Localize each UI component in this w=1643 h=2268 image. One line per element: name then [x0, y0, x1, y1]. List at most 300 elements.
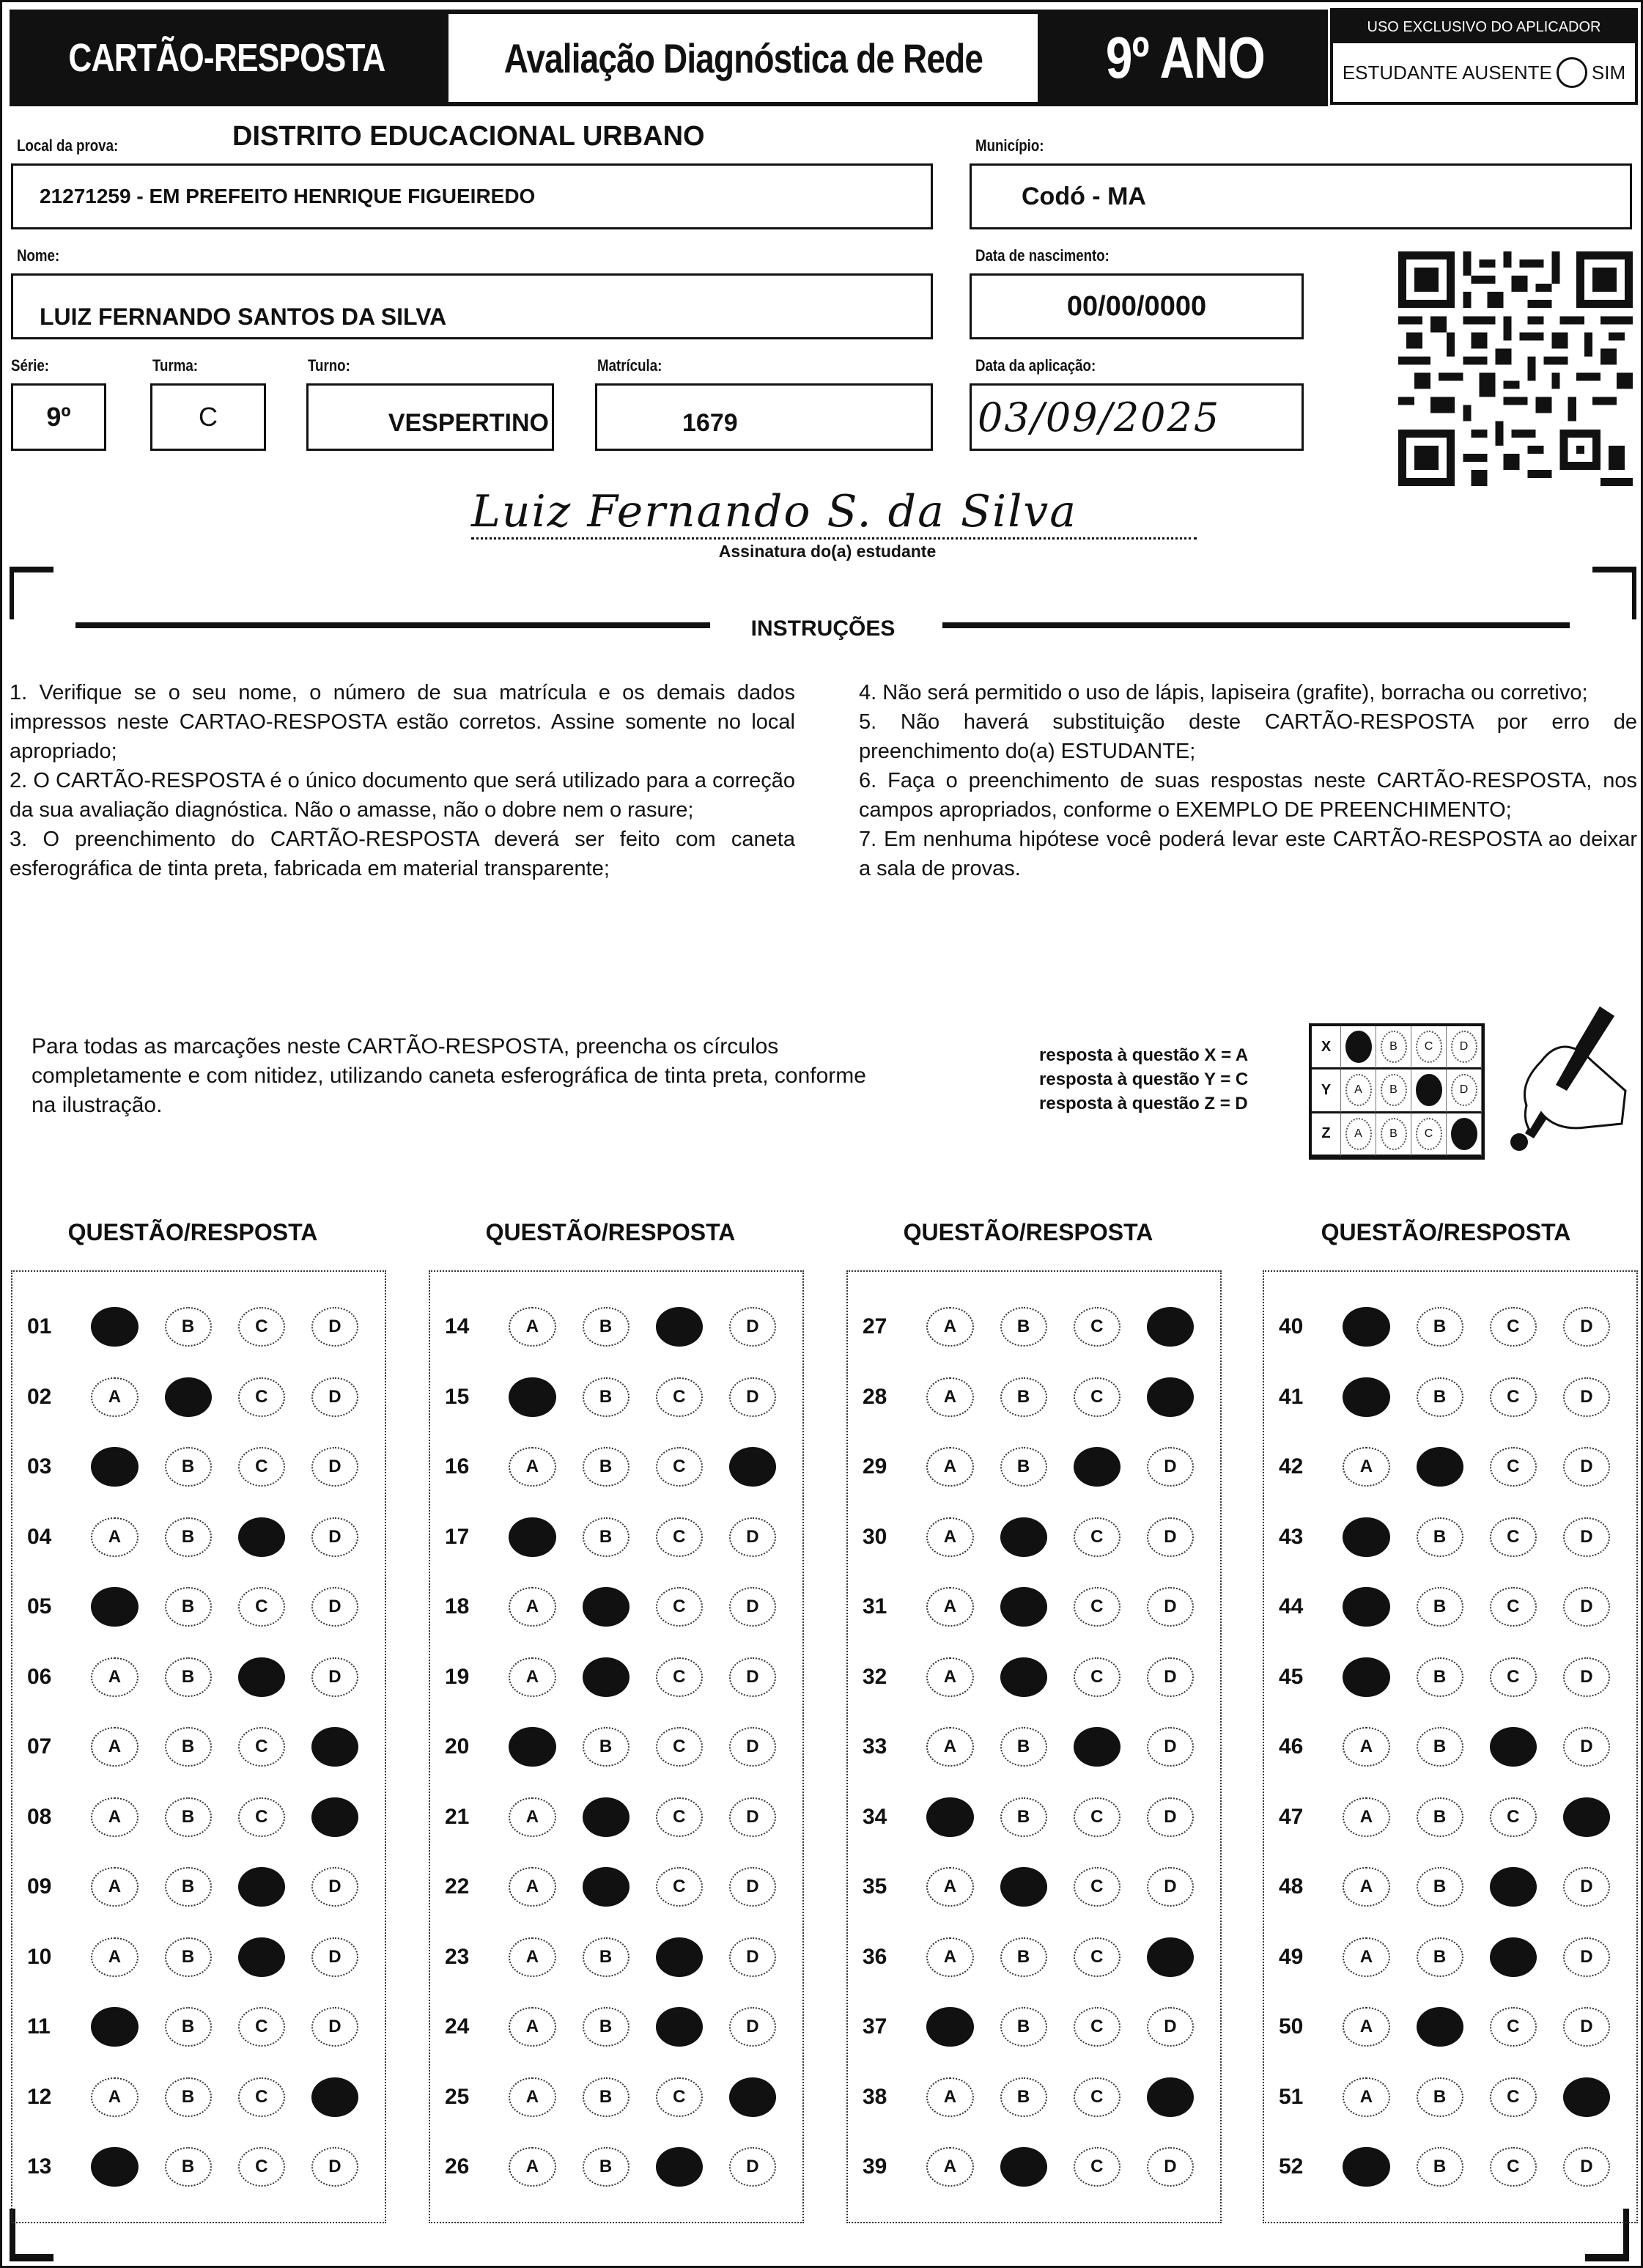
question-row — [430, 1652, 802, 1703]
answer-bubble-d[interactable]: D — [311, 1377, 358, 1417]
answer-bubble-a[interactable]: A — [91, 1727, 138, 1767]
answer-bubble-c[interactable]: C — [1490, 2077, 1537, 2117]
answer-bubble-d[interactable]: D — [1563, 1727, 1610, 1767]
answer-bubble-a[interactable]: A — [509, 2007, 555, 2047]
answer-bubble-c[interactable]: C — [1074, 1377, 1120, 1417]
question-number: 09 — [27, 1874, 52, 1899]
answer-bubble-a[interactable]: A — [91, 1657, 138, 1697]
answer-bubble-c[interactable]: C — [238, 2007, 285, 2047]
answer-bubble-d[interactable]: D — [1147, 1937, 1194, 1977]
answer-bubble-b[interactable]: B — [1417, 2077, 1463, 2117]
answer-bubble-b[interactable]: B — [1000, 1447, 1047, 1487]
answer-bubble-a[interactable]: A — [509, 2147, 555, 2187]
answer-bubble-d[interactable]: D — [729, 1797, 776, 1837]
answer-bubble-c[interactable]: C — [238, 2147, 285, 2187]
column-header: QUESTÃO/RESPOSTA — [485, 1219, 736, 1245]
answer-bubble-c[interactable]: C — [1490, 1727, 1537, 1767]
column-header: QUESTÃO/RESPOSTA — [903, 1219, 1153, 1245]
answer-bubble-a[interactable]: A — [926, 2147, 973, 2187]
answer-bubble-b[interactable]: B — [1000, 1517, 1047, 1557]
answer-bubble-c[interactable]: C — [238, 1937, 285, 1977]
answer-bubble-a[interactable]: A — [509, 1517, 555, 1557]
answer-bubble-c[interactable]: C — [656, 1517, 703, 1557]
answer-bubble-b[interactable]: B — [1000, 1797, 1047, 1837]
example-cell — [1411, 1113, 1447, 1157]
answer-bubble-a[interactable]: A — [91, 1797, 138, 1837]
answer-bubble-a[interactable]: A — [1343, 2077, 1389, 2117]
answer-bubble-c[interactable]: C — [1490, 2007, 1537, 2047]
question-row — [848, 1792, 1220, 1843]
question-row — [430, 1792, 802, 1843]
answer-bubble-b[interactable]: B — [1000, 2007, 1047, 2047]
question-number: 08 — [27, 1804, 52, 1829]
answer-bubble-b[interactable]: B — [583, 1937, 629, 1977]
answer-bubble-d[interactable]: D — [311, 1517, 358, 1557]
question-row — [1264, 1721, 1636, 1772]
answer-bubble-b[interactable]: B — [583, 1657, 629, 1697]
answer-bubble-b[interactable]: B — [165, 1447, 212, 1487]
answer-bubble-c[interactable]: C — [656, 1867, 703, 1907]
answer-bubble-c[interactable]: C — [1074, 1517, 1120, 1557]
question-number: 26 — [445, 2154, 470, 2179]
answer-bubble-a[interactable]: A — [926, 1727, 973, 1767]
matricula-field[interactable] — [595, 383, 933, 451]
question-number: 02 — [27, 1384, 52, 1409]
serie-label-text: Série: — [11, 356, 49, 375]
answer-bubble-b[interactable]: B — [1000, 1587, 1047, 1627]
answer-bubble-d[interactable]: D — [729, 2147, 776, 2187]
answer-bubble-d[interactable]: D — [311, 1447, 358, 1487]
turma-field[interactable] — [150, 383, 266, 451]
answer-bubble-c[interactable]: C — [238, 1447, 285, 1487]
answer-bubble-d[interactable]: D — [1147, 1797, 1194, 1837]
example-legend — [1039, 1043, 1248, 1116]
answer-bubble-c[interactable]: C — [656, 2007, 703, 2047]
answer-bubble-c[interactable]: C — [1490, 1937, 1537, 1977]
instruction-item: 3. O preenchimento do CARTÃO-RESPOSTA deverá ser feito com caneta esferográfica de tinta preta, fabricada em material transparente; — [10, 828, 795, 880]
answer-bubble-a[interactable]: A — [1343, 1307, 1389, 1347]
answer-bubble-c[interactable]: C — [1490, 1377, 1537, 1417]
answer-bubble-a[interactable]: A — [926, 2077, 973, 2117]
answer-bubble-c[interactable]: C — [238, 1587, 285, 1627]
answer-bubble-d[interactable]: D — [1147, 1587, 1194, 1627]
municipio-value: Codó - MA — [1022, 182, 1146, 210]
answer-bubble-d[interactable]: D — [1147, 1307, 1194, 1347]
answer-bubble-a[interactable]: A — [509, 1797, 555, 1837]
answer-bubble-d[interactable]: D — [729, 1307, 776, 1347]
answer-bubble-c[interactable]: C — [1074, 1867, 1120, 1907]
aplicacao-label — [975, 356, 1117, 375]
answer-bubble-c[interactable]: C — [238, 1657, 285, 1697]
answer-bubble-a[interactable]: A — [91, 2147, 138, 2187]
answer-bubble-d[interactable]: D — [1563, 1377, 1610, 1417]
answer-bubble-b[interactable]: B — [583, 1447, 629, 1487]
answer-column-3 — [846, 1270, 1222, 2223]
answer-bubble-d[interactable]: D — [311, 1587, 358, 1627]
answer-bubble-b[interactable]: B — [583, 2147, 629, 2187]
assessment-title — [444, 10, 1042, 106]
question-number: 51 — [1279, 2084, 1304, 2109]
card-title-text: CARTÃO-RESPOSTA — [68, 36, 385, 80]
absent-student-option: SIM — [1591, 61, 1626, 84]
answer-bubble-d[interactable]: D — [729, 1587, 776, 1627]
answer-bubble-a[interactable]: A — [509, 1867, 555, 1907]
answer-bubble-a[interactable]: A — [926, 1657, 973, 1697]
answer-bubble-b[interactable]: B — [1000, 1727, 1047, 1767]
question-number: 38 — [863, 2084, 887, 2109]
question-row — [848, 1512, 1220, 1563]
nome-label — [17, 246, 67, 265]
answer-bubble-b[interactable]: B — [1417, 1307, 1463, 1347]
answer-bubble-c[interactable]: C — [656, 1727, 703, 1767]
example-cell — [1376, 1026, 1411, 1069]
answer-bubble-d[interactable]: D — [1563, 2077, 1610, 2117]
answer-bubble-a[interactable]: A — [926, 1517, 973, 1557]
answer-bubble-d[interactable]: D — [1147, 1657, 1194, 1697]
answer-bubble-d[interactable]: D — [729, 1377, 776, 1417]
answer-bubble-b[interactable]: B — [165, 2077, 212, 2117]
answer-bubble-b[interactable]: B — [1417, 1377, 1463, 1417]
serie-field[interactable] — [11, 383, 106, 451]
answer-bubble-c[interactable]: C — [1490, 1797, 1537, 1837]
question-row — [1264, 2001, 1636, 2052]
answer-bubble-a[interactable]: A — [91, 1867, 138, 1907]
answer-bubble-a[interactable]: A — [926, 1377, 973, 1417]
answer-bubble-c[interactable]: C — [1074, 1797, 1120, 1837]
question-row — [430, 2141, 802, 2192]
grade-title — [1042, 10, 1328, 106]
question-number: 47 — [1279, 1804, 1304, 1829]
question-row — [430, 1861, 802, 1912]
answer-bubble-c[interactable]: C — [1490, 1517, 1537, 1557]
question-number: 30 — [863, 1524, 887, 1549]
answer-bubble-c[interactable]: C — [1490, 1657, 1537, 1697]
signature-value: Luiz Fernando S. da Silva — [471, 486, 1078, 537]
answer-bubble-c[interactable]: C — [1490, 1307, 1537, 1347]
answer-bubble-b[interactable]: B — [165, 1867, 212, 1907]
header-bar — [10, 10, 1328, 106]
answer-bubble-c[interactable]: C — [656, 1587, 703, 1627]
answer-bubble-a[interactable]: A — [1343, 1587, 1389, 1627]
answer-bubble-c[interactable]: C — [1074, 2077, 1120, 2117]
answer-bubble-d[interactable]: D — [1147, 1867, 1194, 1907]
answer-bubble-c[interactable]: C — [1074, 1727, 1120, 1767]
answer-bubble-c[interactable]: C — [1490, 2147, 1537, 2187]
answer-bubble-d[interactable]: D — [1563, 1797, 1610, 1837]
example-cell — [1411, 1069, 1447, 1113]
answer-bubble-c[interactable]: C — [656, 1377, 703, 1417]
qr-code-icon — [1398, 251, 1633, 486]
answer-bubble-a[interactable]: A — [91, 1377, 138, 1417]
answer-bubble-d[interactable]: D — [729, 2077, 776, 2117]
answer-bubble-d[interactable]: D — [1147, 1517, 1194, 1557]
answer-bubble-b[interactable]: B — [583, 1377, 629, 1417]
answer-bubble-b[interactable]: B — [165, 2007, 212, 2047]
answer-bubble-c[interactable]: C — [238, 2077, 285, 2117]
answer-bubble-d[interactable]: D — [311, 1657, 358, 1697]
answer-bubble-b[interactable]: B — [1417, 1447, 1463, 1487]
answer-bubble-d[interactable]: D — [1147, 2007, 1194, 2047]
answer-bubble-a[interactable]: A — [1343, 1377, 1389, 1417]
district-name: DISTRITO EDUCACIONAL URBANO — [232, 121, 705, 152]
answer-bubble-d[interactable]: D — [729, 1867, 776, 1907]
question-number: 32 — [863, 1664, 887, 1689]
question-row — [12, 1932, 385, 1983]
answer-bubble-a[interactable]: A — [1343, 1937, 1389, 1977]
answer-bubble-c[interactable]: C — [1490, 1587, 1537, 1627]
answer-bubble-a[interactable]: A — [1343, 2007, 1389, 2047]
answer-bubble-a[interactable]: A — [1343, 1517, 1389, 1557]
answer-bubble-a[interactable]: A — [509, 1727, 555, 1767]
question-number: 27 — [863, 1314, 887, 1339]
question-row — [1264, 1792, 1636, 1843]
answer-bubble-c[interactable]: C — [1490, 1867, 1537, 1907]
answer-bubble-c[interactable]: C — [238, 1377, 285, 1417]
answer-bubble-d[interactable]: D — [311, 2077, 358, 2117]
local-label-text: Local da prova: — [17, 136, 119, 155]
answer-bubble-c[interactable]: C — [1074, 1937, 1120, 1977]
answer-bubble-a[interactable]: A — [1343, 1797, 1389, 1837]
question-number: 13 — [27, 2154, 52, 2179]
answer-bubble-c[interactable]: C — [238, 1797, 285, 1837]
answer-bubble-d[interactable]: D — [1147, 1447, 1194, 1487]
question-number: 28 — [863, 1384, 887, 1409]
answer-bubble-d[interactable]: D — [1563, 2147, 1610, 2187]
answer-bubble-a[interactable]: A — [1343, 1447, 1389, 1487]
answer-bubble-b[interactable]: B — [1417, 1587, 1463, 1627]
answer-bubble-a[interactable]: A — [926, 1797, 973, 1837]
question-row — [1264, 1441, 1636, 1492]
turma-value: C — [199, 402, 218, 432]
answer-bubble-d[interactable]: D — [1563, 1307, 1610, 1347]
answer-bubble-c[interactable]: C — [656, 1657, 703, 1697]
question-row — [12, 1581, 385, 1632]
answer-bubble-c[interactable]: C — [656, 1447, 703, 1487]
answer-bubble-a[interactable]: A — [91, 1587, 138, 1627]
signature-area[interactable] — [471, 471, 1197, 545]
answer-bubble-c[interactable]: C — [656, 1937, 703, 1977]
nome-field[interactable] — [11, 273, 933, 339]
answer-bubble-b[interactable]: B — [1417, 2007, 1463, 2047]
answer-bubble-a[interactable]: A — [926, 1307, 973, 1347]
answer-bubble-d[interactable]: D — [1563, 1447, 1610, 1487]
answer-bubble-b[interactable]: B — [1000, 1937, 1047, 1977]
nome-label-text: Nome: — [17, 246, 60, 265]
question-number: 39 — [863, 2154, 887, 2179]
answer-bubble-b[interactable]: B — [583, 2077, 629, 2117]
example-cell — [1341, 1113, 1376, 1157]
answer-bubble-a[interactable]: A — [509, 1657, 555, 1697]
question-number: 43 — [1279, 1524, 1304, 1549]
matricula-label — [597, 356, 673, 375]
answer-bubble-b[interactable]: B — [1000, 1657, 1047, 1697]
answer-bubble-d[interactable]: D — [311, 1727, 358, 1767]
absent-student-label: ESTUDANTE AUSENTE — [1342, 61, 1552, 84]
answer-bubble-b[interactable]: B — [1417, 1867, 1463, 1907]
question-row — [430, 2072, 802, 2123]
answer-bubble-b[interactable]: B — [1417, 2147, 1463, 2187]
answer-bubble-b[interactable]: B — [1000, 1307, 1047, 1347]
instruction-item: 6. Faça o preenchimento de suas respostas neste CARTÃO-RESPOSTA, nos campos apropriados, conforme o EXEMPLO DE PREENCHIMENTO; — [859, 769, 1637, 822]
answer-bubble-b[interactable]: B — [165, 1727, 212, 1767]
question-row — [12, 2001, 385, 2052]
answer-bubble-b[interactable]: B — [165, 1937, 212, 1977]
turno-label-text: Turno: — [308, 356, 350, 375]
answer-bubble-a[interactable]: A — [1343, 1727, 1389, 1767]
answer-bubble-a[interactable]: A — [926, 1447, 973, 1487]
answer-bubble-a[interactable]: A — [509, 1307, 555, 1347]
answer-bubble-b[interactable]: B — [1417, 1657, 1463, 1697]
answer-bubble-d[interactable]: D — [311, 1937, 358, 1977]
example-row-label: X — [1312, 1026, 1341, 1069]
answer-bubble-b[interactable]: B — [1417, 1517, 1463, 1557]
answer-bubble-d[interactable]: D — [311, 2147, 358, 2187]
question-row — [1264, 2072, 1636, 2123]
answer-bubble-d[interactable]: D — [1563, 1587, 1610, 1627]
answer-bubble-d[interactable]: D — [311, 1307, 358, 1347]
answer-bubble-b[interactable]: B — [1000, 2077, 1047, 2117]
answer-bubble-d[interactable]: D — [1147, 2147, 1194, 2187]
answer-bubble-d[interactable]: D — [1563, 1517, 1610, 1557]
answer-bubble-b[interactable]: B — [583, 2007, 629, 2047]
absent-student-bubble[interactable] — [1557, 57, 1587, 88]
answer-bubble-b[interactable]: B — [1417, 1797, 1463, 1837]
answer-bubble-d[interactable]: D — [1563, 1937, 1610, 1977]
answer-bubble-b[interactable]: B — [165, 1307, 212, 1347]
answer-bubble-a[interactable]: A — [509, 1447, 555, 1487]
answer-bubble-d[interactable]: D — [1563, 2007, 1610, 2047]
answer-bubble-c[interactable]: C — [656, 2147, 703, 2187]
answer-bubble-b[interactable]: B — [165, 1587, 212, 1627]
answer-bubble-c[interactable]: C — [656, 1797, 703, 1837]
question-row — [12, 2141, 385, 2192]
turno-field[interactable] — [306, 383, 554, 451]
municipio-field[interactable] — [970, 163, 1632, 229]
question-number: 52 — [1279, 2154, 1304, 2179]
turma-label-text: Turma: — [152, 356, 198, 375]
answer-bubble-a[interactable]: A — [91, 1517, 138, 1557]
answer-bubble-d[interactable]: D — [729, 1937, 776, 1977]
answer-bubble-c[interactable]: C — [1490, 1447, 1537, 1487]
answer-bubble-a[interactable]: A — [926, 2007, 973, 2047]
answer-bubble-b[interactable]: B — [165, 1517, 212, 1557]
instruction-item: 4. Não será permitido o uso de lápis, lapiseira (grafite), borracha ou corretivo; — [859, 681, 1588, 704]
answer-bubble-b[interactable]: B — [1000, 2147, 1047, 2187]
answer-bubble-d[interactable]: D — [1147, 1377, 1194, 1417]
answer-bubble-c[interactable]: C — [1074, 1587, 1120, 1627]
answer-bubble-d[interactable]: D — [1563, 1657, 1610, 1697]
answer-bubble-c[interactable]: C — [238, 1867, 285, 1907]
answer-bubble-b[interactable]: B — [1417, 1937, 1463, 1977]
answer-bubble-a[interactable]: A — [91, 2077, 138, 2117]
answer-bubble-b[interactable]: B — [583, 1797, 629, 1837]
answer-bubble-b[interactable]: B — [1000, 1377, 1047, 1417]
answer-bubble-a[interactable]: A — [91, 1307, 138, 1347]
answer-bubble-d[interactable]: D — [729, 2007, 776, 2047]
answer-bubble-b[interactable]: B — [165, 2147, 212, 2187]
answer-bubble-c[interactable]: C — [1074, 1307, 1120, 1347]
answer-bubble-d[interactable]: D — [729, 1657, 776, 1697]
local-field[interactable] — [11, 163, 933, 229]
question-row — [848, 1932, 1220, 1983]
answer-bubble-b[interactable]: B — [165, 1797, 212, 1837]
answer-bubble-b[interactable]: B — [583, 1727, 629, 1767]
answer-bubble-c[interactable]: C — [1074, 1657, 1120, 1697]
answer-bubble-c[interactable]: C — [1074, 2007, 1120, 2047]
answer-bubble-a[interactable]: A — [509, 2077, 555, 2117]
answer-bubble-d[interactable]: D — [311, 1797, 358, 1837]
answer-column-2 — [429, 1270, 804, 2223]
example-row-label: Z — [1312, 1113, 1341, 1157]
answer-bubble-d[interactable]: D — [729, 1727, 776, 1767]
answer-bubble-d[interactable]: D — [311, 2007, 358, 2047]
question-row — [12, 1792, 385, 1843]
answer-bubble-d[interactable]: D — [1563, 1867, 1610, 1907]
answer-bubble-c[interactable]: C — [238, 1517, 285, 1557]
answer-bubble-a[interactable]: A — [1343, 2147, 1389, 2187]
question-number: 42 — [1279, 1454, 1304, 1479]
answer-bubble-c[interactable]: C — [238, 1307, 285, 1347]
answer-bubble-d[interactable]: D — [729, 1447, 776, 1487]
question-row — [848, 1652, 1220, 1703]
answer-bubble-a[interactable]: A — [509, 1937, 555, 1977]
question-row — [12, 1861, 385, 1912]
local-value: 21271259 - EM PREFEITO HENRIQUE FIGUEIREDO — [40, 185, 536, 207]
question-row — [12, 1512, 385, 1563]
nascimento-field[interactable] — [970, 273, 1304, 339]
answer-bubble-c[interactable]: C — [656, 1307, 703, 1347]
aplicacao-field[interactable] — [970, 383, 1304, 451]
answer-bubble-d[interactable]: D — [729, 1517, 776, 1557]
municipio-label — [975, 136, 1056, 155]
question-row — [12, 1652, 385, 1703]
question-number: 24 — [445, 2014, 470, 2039]
answer-bubble-d[interactable]: D — [1147, 2077, 1194, 2117]
answer-bubble-a[interactable]: A — [1343, 1867, 1389, 1907]
answer-bubble-b[interactable]: B — [583, 1307, 629, 1347]
answer-bubble-a[interactable]: A — [926, 1587, 973, 1627]
answer-bubble-b[interactable]: B — [165, 1377, 212, 1417]
answer-bubble-c[interactable]: C — [1074, 1447, 1120, 1487]
instructions-rule-right — [942, 622, 1570, 628]
answer-bubble-b[interactable]: B — [1417, 1727, 1463, 1767]
turno-value: VESPERTINO — [388, 408, 549, 437]
answer-bubble-a[interactable]: A — [926, 1937, 973, 1977]
question-row — [430, 1512, 802, 1563]
question-row — [1264, 1301, 1636, 1352]
question-number: 16 — [445, 1454, 470, 1479]
answer-bubble-b[interactable]: B — [165, 1657, 212, 1697]
answer-bubble-a[interactable]: A — [91, 2007, 138, 2047]
answer-bubble-c[interactable]: C — [1074, 2147, 1120, 2187]
answer-bubble-b[interactable]: B — [1000, 1867, 1047, 1907]
answer-bubble-b[interactable]: B — [583, 1867, 629, 1907]
instruction-item: 5. Não haverá substituição deste CARTÃO-RESPOSTA por erro de preenchimento do(a) ESTUDANTE; — [859, 710, 1637, 763]
question-row — [848, 2141, 1220, 2192]
answer-bubble-a[interactable]: A — [509, 1587, 555, 1627]
answer-bubble-a[interactable]: A — [926, 1867, 973, 1907]
answer-bubble-a[interactable]: A — [91, 1937, 138, 1977]
answer-bubble-c[interactable]: C — [238, 1727, 285, 1767]
answer-bubble-d[interactable]: D — [1147, 1727, 1194, 1767]
answer-bubble-c[interactable]: C — [656, 2077, 703, 2117]
answer-bubble-b[interactable]: B — [583, 1587, 629, 1627]
answer-bubble-a[interactable]: A — [91, 1447, 138, 1487]
answer-bubble-a[interactable]: A — [1343, 1657, 1389, 1697]
answer-bubble-a[interactable]: A — [509, 1377, 555, 1417]
answer-bubble-b[interactable]: B — [583, 1517, 629, 1557]
answer-bubble-d[interactable]: D — [311, 1867, 358, 1907]
